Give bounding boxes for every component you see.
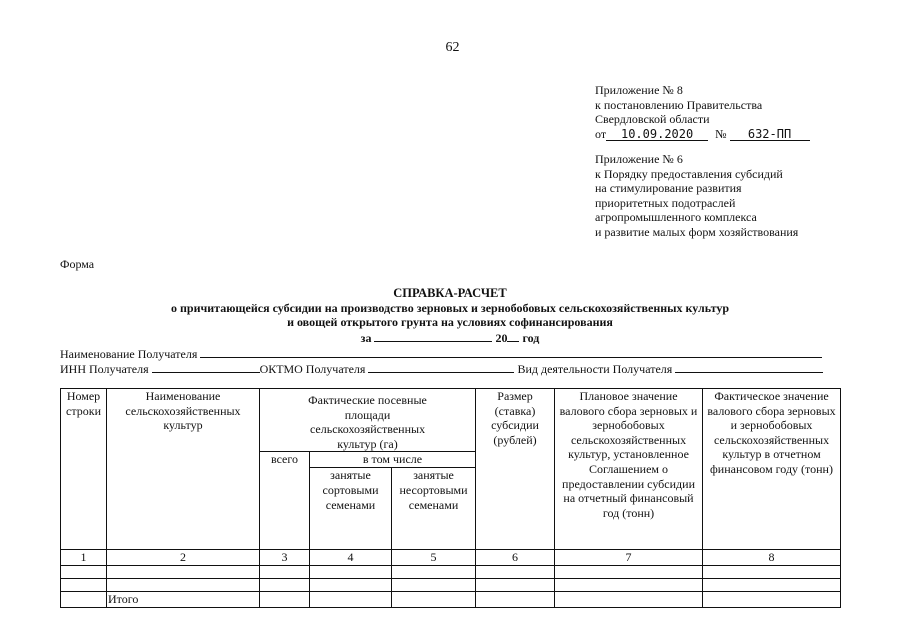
total-row xyxy=(61,591,841,607)
decree-date: 10.09.2020 xyxy=(606,128,708,141)
inn-label: ИНН Получателя xyxy=(60,362,149,376)
title-line-2: о причитающейся субсидии на производство зерновых и зернобобовых сельскохозяйственных культур xyxy=(170,300,730,315)
table-cell[interactable] xyxy=(310,578,392,591)
appendix-main xyxy=(595,83,855,141)
table-cell[interactable] xyxy=(107,565,260,578)
recipient-name-label: Наименование Получателя xyxy=(60,347,198,361)
appendix-sub-line: агропромышленного комплекса xyxy=(595,210,757,225)
table-cell[interactable] xyxy=(703,565,841,578)
header-varietal: занятые сортовыми семенами xyxy=(310,468,392,550)
table-cell[interactable] xyxy=(310,591,392,607)
table-cell[interactable] xyxy=(476,578,555,591)
appendix-main-line: Свердловской области xyxy=(595,112,710,127)
recipient-ids-row xyxy=(60,361,823,377)
oktmo-label: ОКТМО Получателя xyxy=(259,362,366,376)
oktmo-field[interactable] xyxy=(368,361,514,373)
column-number: 3 xyxy=(260,550,310,566)
table-cell[interactable] xyxy=(392,565,476,578)
table-cell[interactable] xyxy=(703,591,841,607)
total-label: Итого xyxy=(107,591,260,607)
period-year-prefix: 20 xyxy=(495,330,508,345)
header-actual-areas: Фактические посевные площади сельскохозяйственных культур (га) xyxy=(260,389,476,452)
form-label: Форма xyxy=(60,257,95,271)
header-actual-harvest: Фактическое значение валового сбора зерновых и зернобобовых сельскохозяйственных культур в отчетном финансовом году (тонн) xyxy=(703,389,841,550)
table-cell[interactable] xyxy=(310,565,392,578)
recipient-name-row xyxy=(60,346,822,362)
table-cell[interactable] xyxy=(555,578,703,591)
activity-field[interactable] xyxy=(675,361,823,373)
column-number: 1 xyxy=(61,550,107,566)
column-number: 7 xyxy=(555,550,703,566)
column-number-row xyxy=(61,550,841,566)
column-number: 6 xyxy=(476,550,555,566)
date-prefix: от xyxy=(595,126,607,141)
appendix-sub-line: приоритетных подотраслей xyxy=(595,195,736,210)
column-number: 5 xyxy=(392,550,476,566)
table-cell[interactable] xyxy=(260,565,310,578)
table-cell[interactable] xyxy=(703,578,841,591)
recipient-name-field[interactable] xyxy=(200,346,822,358)
appendix-main-line: к постановлению Правительства xyxy=(595,97,763,112)
period-prefix: за xyxy=(360,330,372,345)
header-non-varietal: занятые несортовыми семенами xyxy=(392,468,476,550)
header-planned: Плановое значение валового сбора зерновых и зернобобовых сельскохозяйственных культур, установленное Соглашением о предоставлении субсидии на отчетный финансовый год (тонн) xyxy=(555,389,703,550)
activity-label: Вид деятельности Получателя xyxy=(517,362,673,376)
calculation-table xyxy=(60,388,841,608)
table-cell[interactable] xyxy=(392,578,476,591)
table-cell[interactable] xyxy=(61,591,107,607)
table-row xyxy=(61,565,841,578)
table-cell[interactable] xyxy=(555,565,703,578)
table-cell[interactable] xyxy=(476,591,555,607)
header-crop-name: Наименование сельскохозяйственных культур xyxy=(107,389,260,550)
decree-date-number xyxy=(595,127,855,142)
appendix-sub-line: и развитие малых форм хозяйствования xyxy=(595,224,799,239)
document-title xyxy=(60,286,840,345)
table-cell[interactable] xyxy=(392,591,476,607)
table-cell[interactable] xyxy=(555,591,703,607)
table-cell[interactable] xyxy=(260,578,310,591)
column-number: 2 xyxy=(107,550,260,566)
inn-field[interactable] xyxy=(152,361,260,373)
header-row-number: Номер строки xyxy=(61,389,107,550)
header-including: в том числе xyxy=(310,452,476,468)
appendix-sub xyxy=(595,152,855,240)
column-number: 4 xyxy=(310,550,392,566)
period-year-field[interactable] xyxy=(507,330,519,342)
number-prefix: № xyxy=(715,126,727,141)
table-row xyxy=(61,578,841,591)
title-period xyxy=(60,330,840,346)
title-heading: СПРАВКА-РАСЧЕТ xyxy=(393,286,507,300)
table-cell[interactable] xyxy=(260,591,310,607)
table-cell[interactable] xyxy=(476,565,555,578)
header-rate: Размер (ставка) субсидии (рублей) xyxy=(476,389,555,550)
table-cell[interactable] xyxy=(107,578,260,591)
appendix-sub-line: на стимулирование развития xyxy=(595,181,742,196)
decree-number: 632-ПП xyxy=(730,128,810,141)
header-total: всего xyxy=(260,452,310,550)
table-cell[interactable] xyxy=(61,578,107,591)
title-line-3: и овощей открытого грунта на условиях софинансирования xyxy=(287,315,613,329)
header-row xyxy=(61,389,841,452)
period-suffix: год xyxy=(522,330,540,345)
appendix-main-line: Приложение № 8 xyxy=(595,83,683,97)
page-number: 62 xyxy=(445,40,460,55)
table-cell[interactable] xyxy=(61,565,107,578)
period-field[interactable] xyxy=(374,330,492,342)
appendix-sub-line: к Порядку предоставления субсидий xyxy=(595,166,783,181)
appendix-sub-line: Приложение № 6 xyxy=(595,152,683,166)
column-number: 8 xyxy=(703,550,841,566)
